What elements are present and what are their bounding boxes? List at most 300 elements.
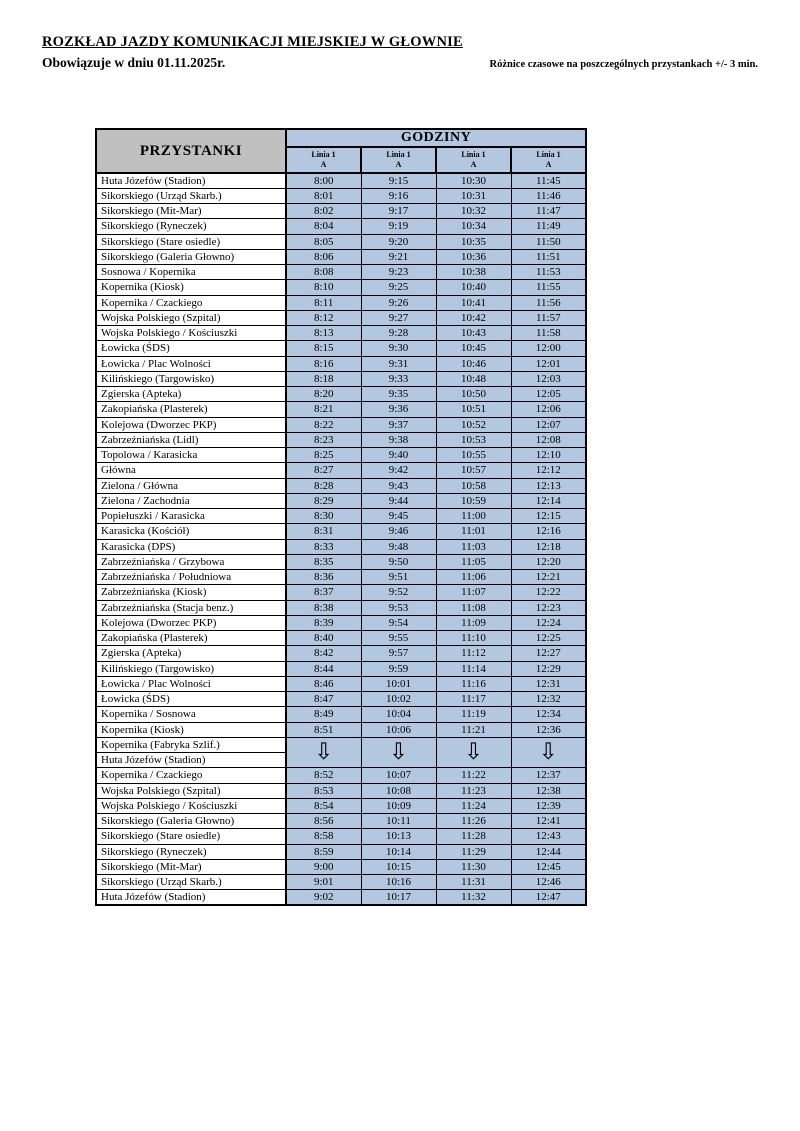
time-difference-note: Różnice czasowe na poszczególnych przystankach +/- 3 min. [489,59,758,70]
table-row [96,295,586,310]
table-row [96,417,586,432]
stop-name-cell: Kopernika (Kiosk) [96,722,286,737]
table-row [96,204,586,219]
hours-header-cell: GODZINY [286,129,586,147]
time-cell: 10:14 [361,844,436,859]
skip-section-cell [361,737,436,768]
time-cell: 8:44 [286,661,361,676]
stop-name-cell: Popiełuszki / Karasicka [96,509,286,524]
time-cell: 9:48 [361,539,436,554]
time-cell: 9:57 [361,646,436,661]
time-cell: 10:11 [361,814,436,829]
table-row [96,387,586,402]
time-cell: 9:45 [361,509,436,524]
stop-name-cell: Sikorskiego (Urząd Skarb.) [96,188,286,203]
time-cell: 8:05 [286,234,361,249]
line-variant-label: A [470,160,477,169]
time-cell: 9:01 [286,875,361,890]
time-cell: 9:19 [361,219,436,234]
time-cell: 11:12 [436,646,511,661]
table-row [96,783,586,798]
time-cell: 12:45 [511,859,586,874]
stop-name-cell: Sikorskiego (Ryneczek) [96,219,286,234]
stops-header-cell: PRZYSTANKI [96,129,286,173]
time-cell: 8:39 [286,615,361,630]
time-cell: 9:52 [361,585,436,600]
time-cell: 9:59 [361,661,436,676]
time-cell: 10:51 [436,402,511,417]
skip-section-cell [286,737,361,768]
time-cell: 11:16 [436,676,511,691]
time-cell: 12:01 [511,356,586,371]
stop-name-cell: Huta Józefów (Stadion) [96,753,286,768]
stop-name-cell: Kilińskiego (Targowisko) [96,371,286,386]
table-row [96,661,586,676]
time-cell: 10:59 [436,493,511,508]
time-cell: 9:15 [361,173,436,188]
time-cell: 8:37 [286,585,361,600]
time-cell: 11:26 [436,814,511,829]
time-cell: 9:17 [361,204,436,219]
time-cell: 9:27 [361,310,436,325]
line-variant-label: A [545,160,552,169]
time-cell: 12:22 [511,585,586,600]
time-cell: 8:30 [286,509,361,524]
arrow-down-icon: ⇩ [388,739,409,765]
time-cell: 10:43 [436,326,511,341]
time-cell: 12:37 [511,768,586,783]
time-cell: 10:32 [436,204,511,219]
time-cell: 9:21 [361,249,436,264]
time-cell: 11:23 [436,783,511,798]
time-cell: 8:02 [286,204,361,219]
time-cell: 8:10 [286,280,361,295]
table-row [96,448,586,463]
page-header [42,34,758,71]
table-row [96,432,586,447]
time-cell: 11:21 [436,722,511,737]
timetable-head [96,129,586,173]
timetable-body [96,173,586,905]
time-cell: 12:34 [511,707,586,722]
time-cell: 8:46 [286,676,361,691]
time-cell: 11:08 [436,600,511,615]
stop-name-cell: Zgierska (Apteka) [96,387,286,402]
time-cell: 11:51 [511,249,586,264]
stop-name-cell: Sikorskiego (Galeria Głowno) [96,814,286,829]
time-cell: 10:13 [361,829,436,844]
time-cell: 12:07 [511,417,586,432]
time-cell: 9:31 [361,356,436,371]
time-cell: 11:22 [436,768,511,783]
table-row [96,539,586,554]
table-row [96,829,586,844]
time-cell: 8:21 [286,402,361,417]
time-cell: 12:12 [511,463,586,478]
stop-name-cell: Główna [96,463,286,478]
time-cell: 12:43 [511,829,586,844]
stop-name-cell: Zakopiańska (Plasterek) [96,402,286,417]
stop-name-cell: Łowicka / Plac Wolności [96,356,286,371]
time-cell: 12:08 [511,432,586,447]
stop-name-cell: Zielona / Zachodnia [96,493,286,508]
time-cell: 11:53 [511,265,586,280]
time-cell: 9:16 [361,188,436,203]
time-cell: 11:29 [436,844,511,859]
stop-name-cell: Karasicka (Kościół) [96,524,286,539]
table-row [96,692,586,707]
time-cell: 8:00 [286,173,361,188]
time-cell: 9:23 [361,265,436,280]
time-cell: 9:28 [361,326,436,341]
stop-name-cell: Zielona / Główna [96,478,286,493]
time-cell: 12:18 [511,539,586,554]
time-cell: 12:14 [511,493,586,508]
time-cell: 9:00 [286,859,361,874]
time-cell: 10:40 [436,280,511,295]
table-row [96,188,586,203]
time-cell: 11:14 [436,661,511,676]
time-cell: 11:56 [511,295,586,310]
page-title: ROZKŁAD JAZDY KOMUNIKACJI MIEJSKIEJ W GŁOWNIE [42,34,463,50]
table-row [96,493,586,508]
table-row [96,265,586,280]
time-cell: 12:27 [511,646,586,661]
time-cell: 8:12 [286,310,361,325]
time-cell: 12:00 [511,341,586,356]
time-cell: 8:15 [286,341,361,356]
time-cell: 8:08 [286,265,361,280]
table-row [96,249,586,264]
arrow-down-icon: ⇩ [314,739,334,765]
time-cell: 10:08 [361,783,436,798]
line-header-cell [286,147,361,173]
time-cell: 11:32 [436,890,511,905]
time-cell: 11:03 [436,539,511,554]
table-row [96,478,586,493]
time-cell: 11:10 [436,631,511,646]
table-row [96,524,586,539]
table-row [96,280,586,295]
time-cell: 10:02 [361,692,436,707]
time-cell: 8:27 [286,463,361,478]
stop-name-cell: Kolejowa (Dworzec PKP) [96,417,286,432]
time-cell: 12:32 [511,692,586,707]
stop-name-cell: Sikorskiego (Galeria Głowno) [96,249,286,264]
time-cell: 12:29 [511,661,586,676]
time-cell: 12:41 [511,814,586,829]
time-cell: 12:16 [511,524,586,539]
stop-name-cell: Łowicka (ŚDS) [96,341,286,356]
stop-name-cell: Kopernika / Czackiego [96,295,286,310]
table-row [96,341,586,356]
time-cell: 10:01 [361,676,436,691]
time-cell: 11:19 [436,707,511,722]
stop-name-cell: Wojska Polskiego (Szpital) [96,310,286,325]
time-cell: 8:58 [286,829,361,844]
time-cell: 12:05 [511,387,586,402]
time-cell: 10:45 [436,341,511,356]
timetable [95,128,587,906]
time-cell: 12:25 [511,631,586,646]
table-row [96,326,586,341]
effective-date: Obowiązuje w dniu 01.11.2025r. [42,55,226,70]
table-row [96,631,586,646]
time-cell: 10:50 [436,387,511,402]
time-cell: 12:36 [511,722,586,737]
time-cell: 8:20 [286,387,361,402]
time-cell: 11:01 [436,524,511,539]
table-row [96,890,586,905]
stop-name-cell: Topolowa / Karasicka [96,448,286,463]
table-row [96,859,586,874]
time-cell: 8:22 [286,417,361,432]
time-cell: 9:20 [361,234,436,249]
time-cell: 10:15 [361,859,436,874]
time-cell: 10:41 [436,295,511,310]
line-label: Linia 1 [461,149,486,159]
stop-name-cell: Łowicka / Plac Wolności [96,676,286,691]
time-cell: 10:38 [436,265,511,280]
skip-section-cell [511,737,586,768]
subheader-line [42,55,758,71]
time-cell: 8:47 [286,692,361,707]
time-cell: 8:53 [286,783,361,798]
time-cell: 10:53 [436,432,511,447]
arrow-down-icon: ⇩ [538,739,558,765]
table-row [96,768,586,783]
stop-name-cell: Zabrzeźniańska / Grzybowa [96,554,286,569]
table-row [96,707,586,722]
time-cell: 8:42 [286,646,361,661]
time-cell: 8:25 [286,448,361,463]
time-cell: 11:24 [436,798,511,813]
time-cell: 9:46 [361,524,436,539]
stop-name-cell: Sikorskiego (Urząd Skarb.) [96,875,286,890]
line-variant-label: A [320,160,327,169]
time-cell: 9:25 [361,280,436,295]
table-row [96,402,586,417]
time-cell: 8:16 [286,356,361,371]
line-header-cell [511,147,586,173]
line-label: Linia 1 [386,149,411,159]
time-cell: 9:40 [361,448,436,463]
stop-name-cell: Zabrzeźniańska (Stacja benz.) [96,600,286,615]
table-row [96,615,586,630]
time-cell: 12:31 [511,676,586,691]
time-cell: 12:44 [511,844,586,859]
time-cell: 9:30 [361,341,436,356]
time-cell: 8:11 [286,295,361,310]
time-cell: 9:55 [361,631,436,646]
stop-name-cell: Zgierska (Apteka) [96,646,286,661]
time-cell: 9:26 [361,295,436,310]
table-row [96,219,586,234]
time-cell: 11:49 [511,219,586,234]
time-cell: 10:07 [361,768,436,783]
time-cell: 11:30 [436,859,511,874]
time-cell: 11:50 [511,234,586,249]
time-cell: 10:42 [436,310,511,325]
time-cell: 11:46 [511,188,586,203]
table-row [96,676,586,691]
stop-name-cell: Wojska Polskiego (Szpital) [96,783,286,798]
table-row [96,570,586,585]
table-row [96,844,586,859]
time-cell: 9:37 [361,417,436,432]
time-cell: 10:46 [436,356,511,371]
stop-name-cell: Zabrzeźniańska / Południowa [96,570,286,585]
time-cell: 10:17 [361,890,436,905]
stop-name-cell: Kopernika (Fabryka Szlif.) [96,737,286,752]
time-cell: 9:33 [361,371,436,386]
time-cell: 10:09 [361,798,436,813]
table-row [96,814,586,829]
time-cell: 9:42 [361,463,436,478]
time-cell: 9:51 [361,570,436,585]
stop-name-cell: Zabrzeźniańska (Kiosk) [96,585,286,600]
time-cell: 8:52 [286,768,361,783]
stop-name-cell: Sikorskiego (Mit-Mar) [96,859,286,874]
time-cell: 11:00 [436,509,511,524]
time-cell: 12:47 [511,890,586,905]
table-row [96,875,586,890]
time-cell: 12:15 [511,509,586,524]
stop-name-cell: Sikorskiego (Stare osiedle) [96,829,286,844]
table-row [96,737,586,752]
time-cell: 10:55 [436,448,511,463]
stop-name-cell: Zabrzeźniańska (Lidl) [96,432,286,447]
time-cell: 8:38 [286,600,361,615]
time-cell: 8:36 [286,570,361,585]
time-cell: 8:31 [286,524,361,539]
time-cell: 10:48 [436,371,511,386]
time-cell: 11:06 [436,570,511,585]
time-cell: 12:13 [511,478,586,493]
time-cell: 11:45 [511,173,586,188]
time-cell: 11:55 [511,280,586,295]
time-cell: 11:31 [436,875,511,890]
stop-name-cell: Sikorskiego (Mit-Mar) [96,204,286,219]
time-cell: 9:35 [361,387,436,402]
time-cell: 8:23 [286,432,361,447]
time-cell: 12:03 [511,371,586,386]
stop-name-cell: Sikorskiego (Ryneczek) [96,844,286,859]
time-cell: 10:36 [436,249,511,264]
time-cell: 8:51 [286,722,361,737]
time-cell: 10:30 [436,173,511,188]
stop-name-cell: Huta Józefów (Stadion) [96,890,286,905]
line-header-cell [361,147,436,173]
time-cell: 12:24 [511,615,586,630]
time-cell: 8:29 [286,493,361,508]
table-row [96,463,586,478]
time-cell: 9:54 [361,615,436,630]
time-cell: 12:46 [511,875,586,890]
time-cell: 9:50 [361,554,436,569]
time-cell: 9:53 [361,600,436,615]
stop-name-cell: Kopernika / Czackiego [96,768,286,783]
time-cell: 12:21 [511,570,586,585]
skip-section-cell [436,737,511,768]
table-row [96,234,586,249]
table-row [96,798,586,813]
time-cell: 10:04 [361,707,436,722]
stop-name-cell: Zakopiańska (Plasterek) [96,631,286,646]
time-cell: 10:35 [436,234,511,249]
stop-name-cell: Kolejowa (Dworzec PKP) [96,615,286,630]
time-cell: 8:35 [286,554,361,569]
time-cell: 8:18 [286,371,361,386]
line-label: Linia 1 [311,149,336,159]
table-row [96,310,586,325]
time-cell: 10:57 [436,463,511,478]
time-cell: 8:40 [286,631,361,646]
time-cell: 10:06 [361,722,436,737]
time-cell: 11:05 [436,554,511,569]
table-row [96,646,586,661]
time-cell: 8:33 [286,539,361,554]
table-row [96,173,586,188]
time-cell: 11:07 [436,585,511,600]
table-row [96,600,586,615]
time-cell: 10:58 [436,478,511,493]
table-row [96,585,586,600]
table-row [96,356,586,371]
time-cell: 12:06 [511,402,586,417]
stop-name-cell: Huta Józefów (Stadion) [96,173,286,188]
line-variant-label: A [395,160,402,169]
time-cell: 9:38 [361,432,436,447]
stop-name-cell: Wojska Polskiego / Kościuszki [96,798,286,813]
stop-name-cell: Kilińskiego (Targowisko) [96,661,286,676]
time-cell: 10:31 [436,188,511,203]
header-row-top [96,129,586,147]
line-label: Linia 1 [536,149,561,159]
time-cell: 9:44 [361,493,436,508]
table-row [96,554,586,569]
time-cell: 8:01 [286,188,361,203]
time-cell: 8:56 [286,814,361,829]
time-cell: 12:39 [511,798,586,813]
time-cell: 8:06 [286,249,361,264]
time-cell: 9:43 [361,478,436,493]
time-cell: 10:34 [436,219,511,234]
time-cell: 12:23 [511,600,586,615]
time-cell: 12:10 [511,448,586,463]
stop-name-cell: Łowicka (ŚDS) [96,692,286,707]
time-cell: 8:54 [286,798,361,813]
table-row [96,722,586,737]
stop-name-cell: Sikorskiego (Stare osiedle) [96,234,286,249]
arrow-down-icon: ⇩ [463,739,484,765]
time-cell: 11:58 [511,326,586,341]
time-cell: 8:49 [286,707,361,722]
time-cell: 12:20 [511,554,586,569]
time-cell: 10:16 [361,875,436,890]
stop-name-cell: Wojska Polskiego / Kościuszki [96,326,286,341]
time-cell: 11:47 [511,204,586,219]
time-cell: 8:59 [286,844,361,859]
stop-name-cell: Kopernika / Sosnowa [96,707,286,722]
time-cell: 10:52 [436,417,511,432]
time-cell: 12:38 [511,783,586,798]
stop-name-cell: Sosnowa / Kopernika [96,265,286,280]
stop-name-cell: Karasicka (DPS) [96,539,286,554]
time-cell: 8:13 [286,326,361,341]
time-cell: 11:09 [436,615,511,630]
line-header-cell [436,147,511,173]
